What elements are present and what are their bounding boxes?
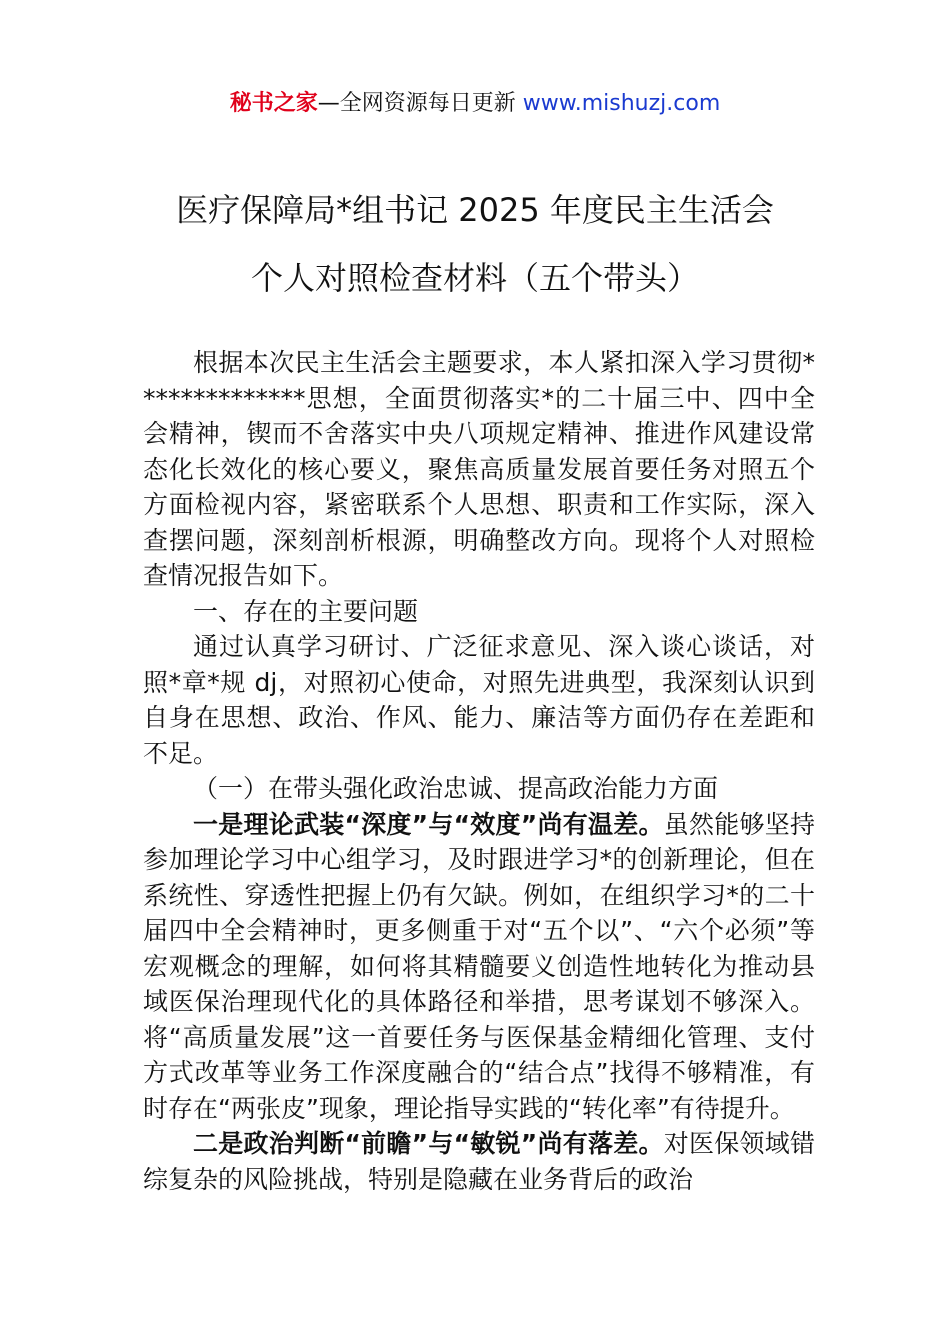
site-url-link[interactable]: www.mishuzj.com [522,91,721,116]
section-heading: 一、存在的主要问题 [193,596,419,626]
site-brand: 秘书之家 [229,91,318,116]
intro-paragraph: 根据本次民主生活会主题要求，本人紧扣深入学习贯彻**************思想，全面贯彻落实*的二十届三中、四中全会精神，锲而不舍落实中央八项规定精神、推进作风建设常态化长效化的核心要义，聚焦高质量发展首要任务对照五个方面检视内容，紧密联系个人思想、职责和工作实际，深入查摆问题，深刻剖析根源，明确整改方向。现将个人对照检查情况报告如下。 [143,348,815,590]
document-title-line-1: 医疗保障局*组书记 2025 年度民主生活会 [176,191,774,229]
site-tagline: —全网资源每日更新 [317,91,523,116]
document-body [143,345,815,1197]
document-title-line-2: 个人对照检查材料（五个带头） [250,259,699,297]
point-text-1: 虽然能够坚持参加理论学习中心组学习，及时跟进学习*的创新理论，但在系统性、穿透性把握上仍有欠缺。例如，在组织学习*的二十届四中全会精神时，更多侧重于对“五个以”、“六个必须”等宏观概念的理解，如何将其精髓要义创造性地转化为推动县域医保治理现代化的具体路径和举措，思考谋划不够深入。将“高质量发展”这一首要任务与医保基金精细化管理、支付方式改革等业务工作深度融合的“结合点”找得不够精准，有时存在“两张皮”现象，理论指导实践的“转化率”有待提升。 [143,809,815,1123]
point-lead-1: 一是理论武装“深度”与“效度”尚有温差。 [193,809,664,839]
subsection-heading: （一）在带头强化政治忠诚、提高政治能力方面 [193,774,719,803]
section-intro-paragraph: 通过认真学习研讨、广泛征求意见、深入谈心谈话，对照*章*规 dj，对照初心使命，对照先进典型，我深刻认识到自身在思想、政治、作风、能力、廉洁等方面仍存在差距和不足。 [143,632,815,768]
point-lead-2: 二是政治判断“前瞻”与“敏锐”尚有落差。 [193,1129,664,1158]
point-text-2: 对医保领域错综复杂的风险挑战，特别是隐藏在业务背后的政治 [143,1129,815,1194]
point-paragraph-1 [143,807,815,1127]
site-header [0,88,950,120]
point-paragraph-2 [143,1126,815,1197]
